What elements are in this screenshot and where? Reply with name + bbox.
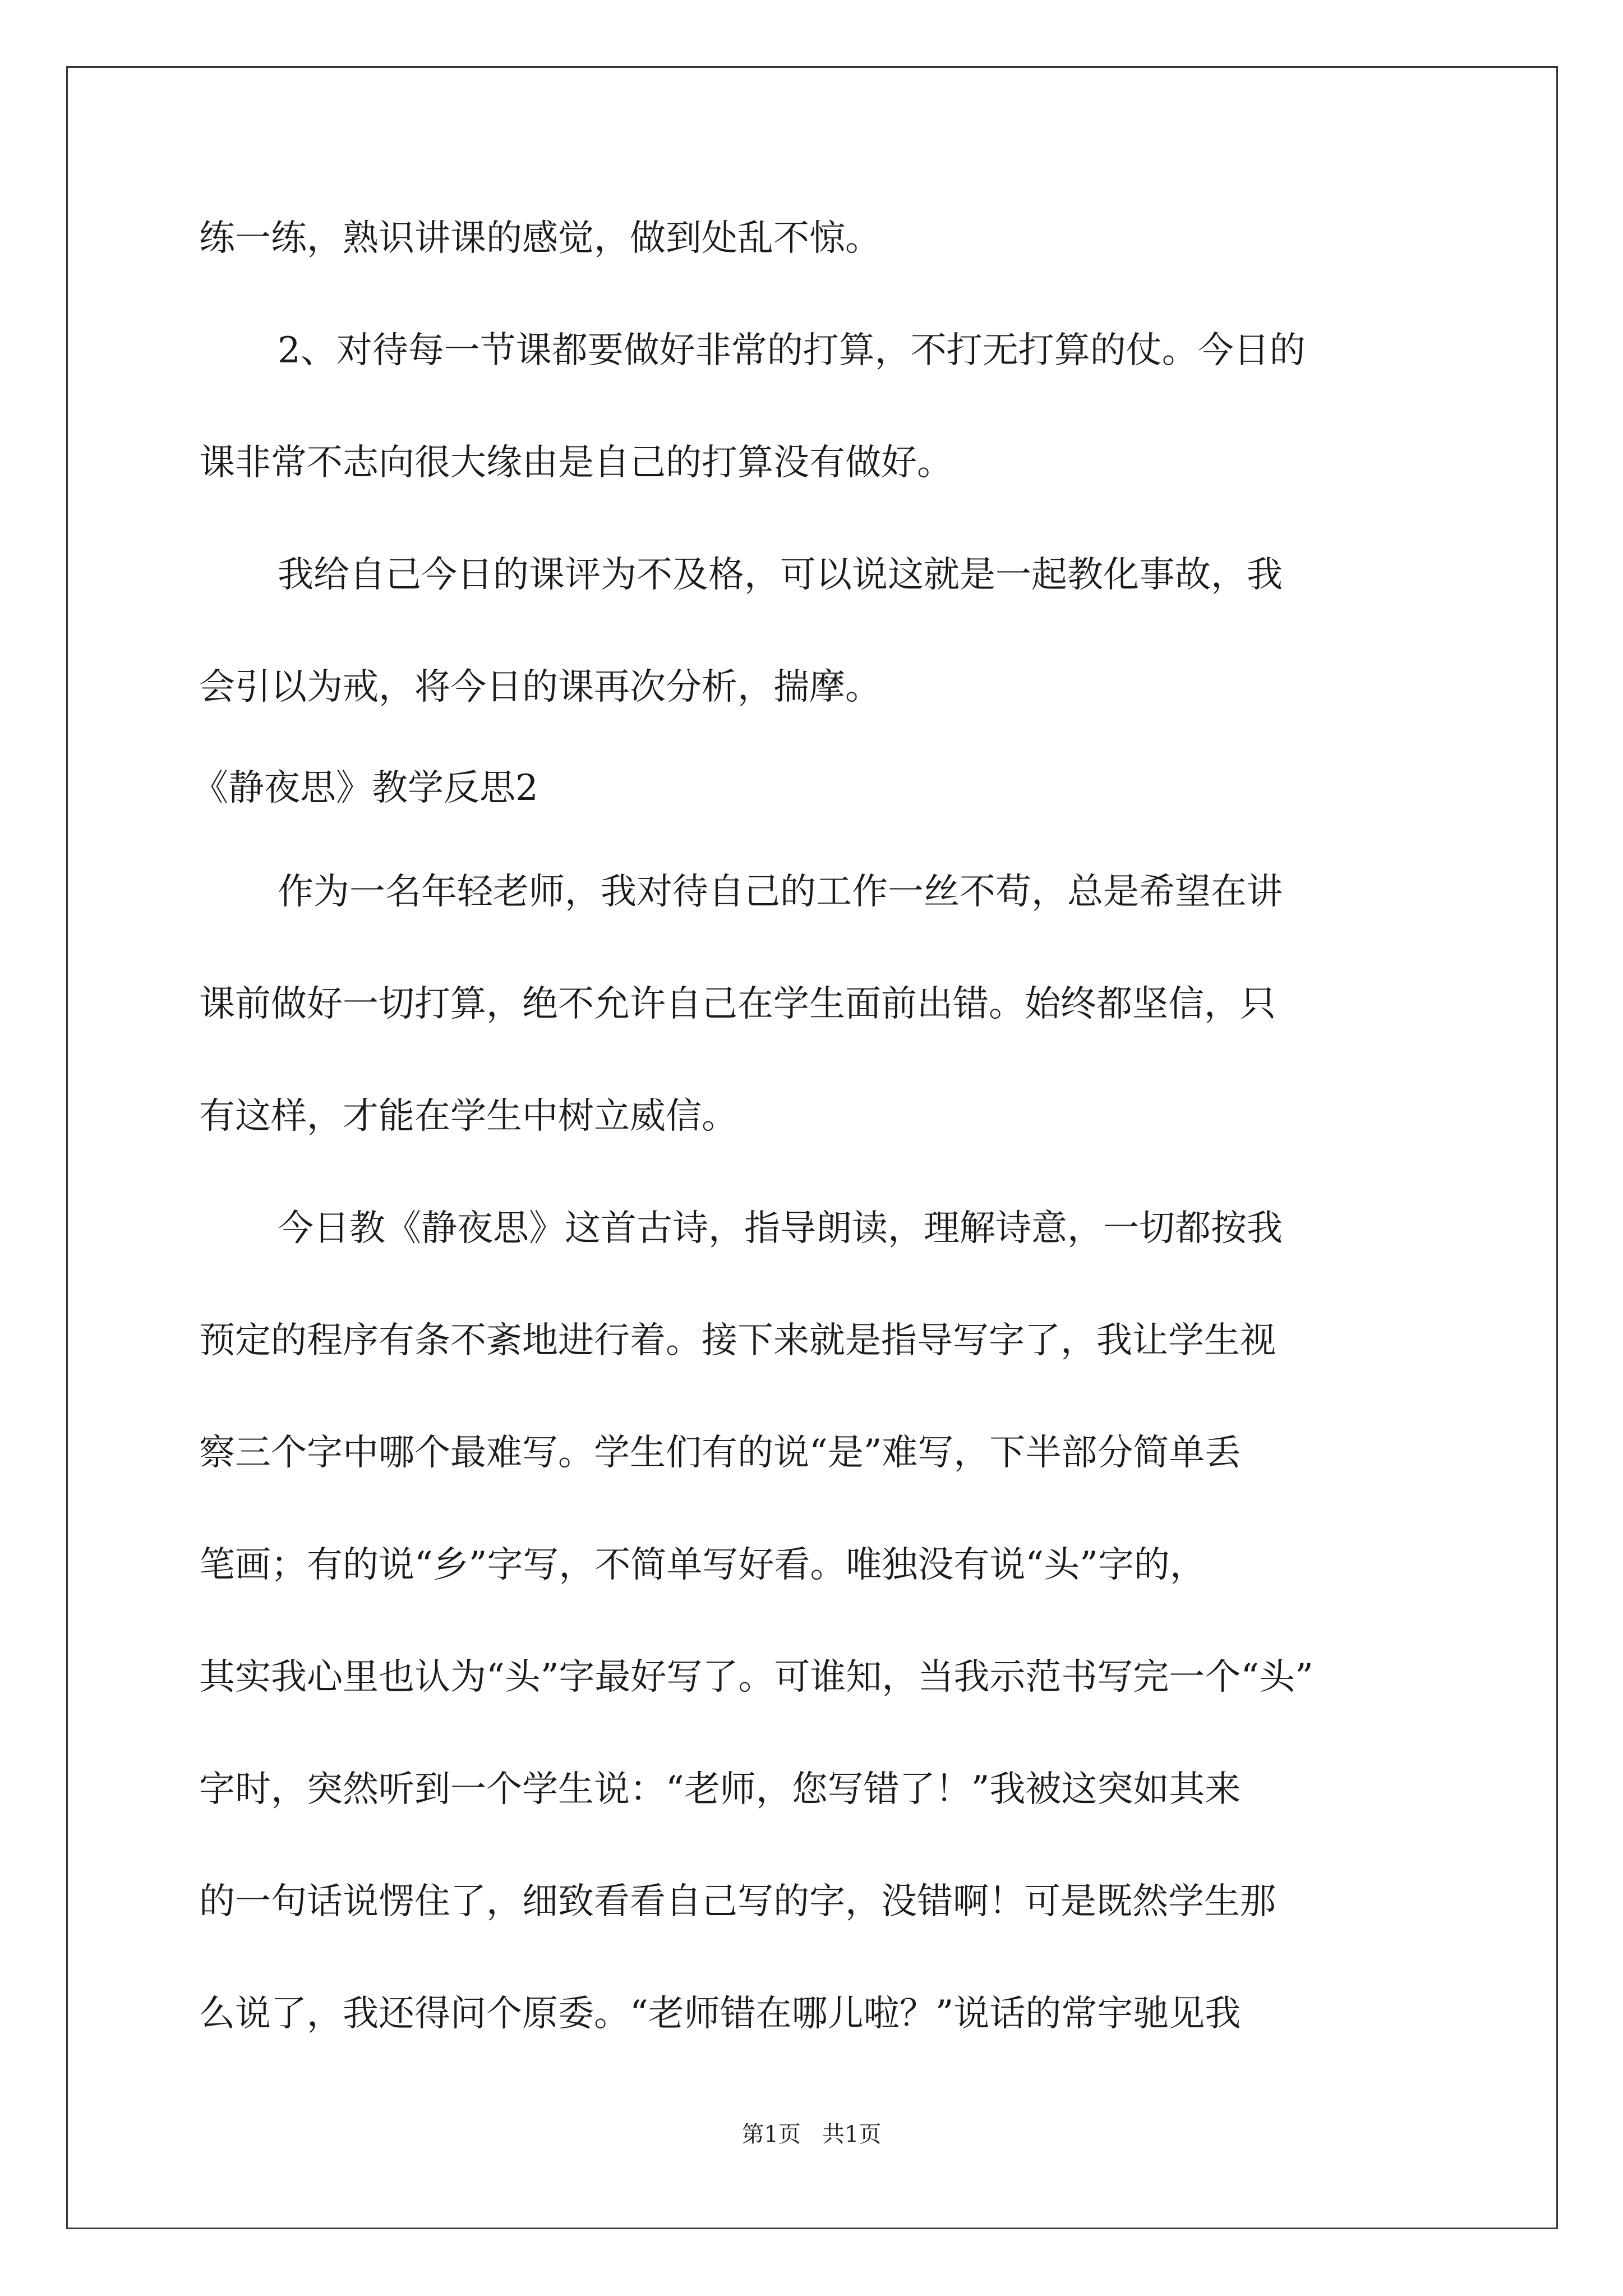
paragraph-line: 2、对待每一节课都要做好非常的打算，不打无打算的仗。今日的 <box>278 330 1306 371</box>
paragraph-line: 笔画；有的说“乡”字写，不简单写好看。唯独没有说“头”字的， <box>199 1544 1206 1586</box>
paragraph-line: 察三个字中哪个最难写。学生们有的说“是”难写，下半部分简单丢 <box>199 1432 1241 1474</box>
paragraph-line: 练一练，熟识讲课的感觉，做到处乱不惊。 <box>199 218 881 259</box>
paragraph-line: 课非常不志向很大缘由是自己的打算没有做好。 <box>199 442 953 484</box>
paragraph-line: 字时，突然听到一个学生说：“老师，您写错了！”我被这突如其来 <box>199 1769 1241 1810</box>
paragraph-line: 我给自己今日的课评为不及格，可以说这就是一起教化事故，我 <box>278 554 1283 596</box>
paragraph-line: 的一句话说愣住了，细致看看自己写的字，没错啊！可是既然学生那 <box>199 1881 1276 1922</box>
section-heading: 《静夜思》教学反思2 <box>192 767 538 809</box>
paragraph-line: 今日教《静夜思》这首古诗，指导朗读，理解诗意，一切都按我 <box>278 1208 1283 1249</box>
paragraph-line: 课前做好一切打算，绝不允许自己在学生面前出错。始终都坚信，只 <box>199 983 1276 1025</box>
paragraph-line: 么说了，我还得问个原委。“老师错在哪儿啦？”说话的常宇驰见我 <box>199 1993 1241 2035</box>
paragraph-line: 其实我心里也认为“头”字最好写了。可谁知，当我示范书写完一个“头” <box>199 1657 1313 1698</box>
paragraph-line: 预定的程序有条不紊地进行着。接下来就是指导写字了，我让学生视 <box>199 1320 1276 1361</box>
paragraph-line: 作为一名年轻老师，我对待自己的工作一丝不苟，总是希望在讲 <box>278 871 1283 913</box>
paragraph-line: 会引以为戒，将今日的课再次分析，揣摩。 <box>199 666 881 708</box>
page-number: 第1页 共1页 <box>741 2122 882 2147</box>
paragraph-line: 有这样，才能在学生中树立威信。 <box>199 1096 737 1137</box>
